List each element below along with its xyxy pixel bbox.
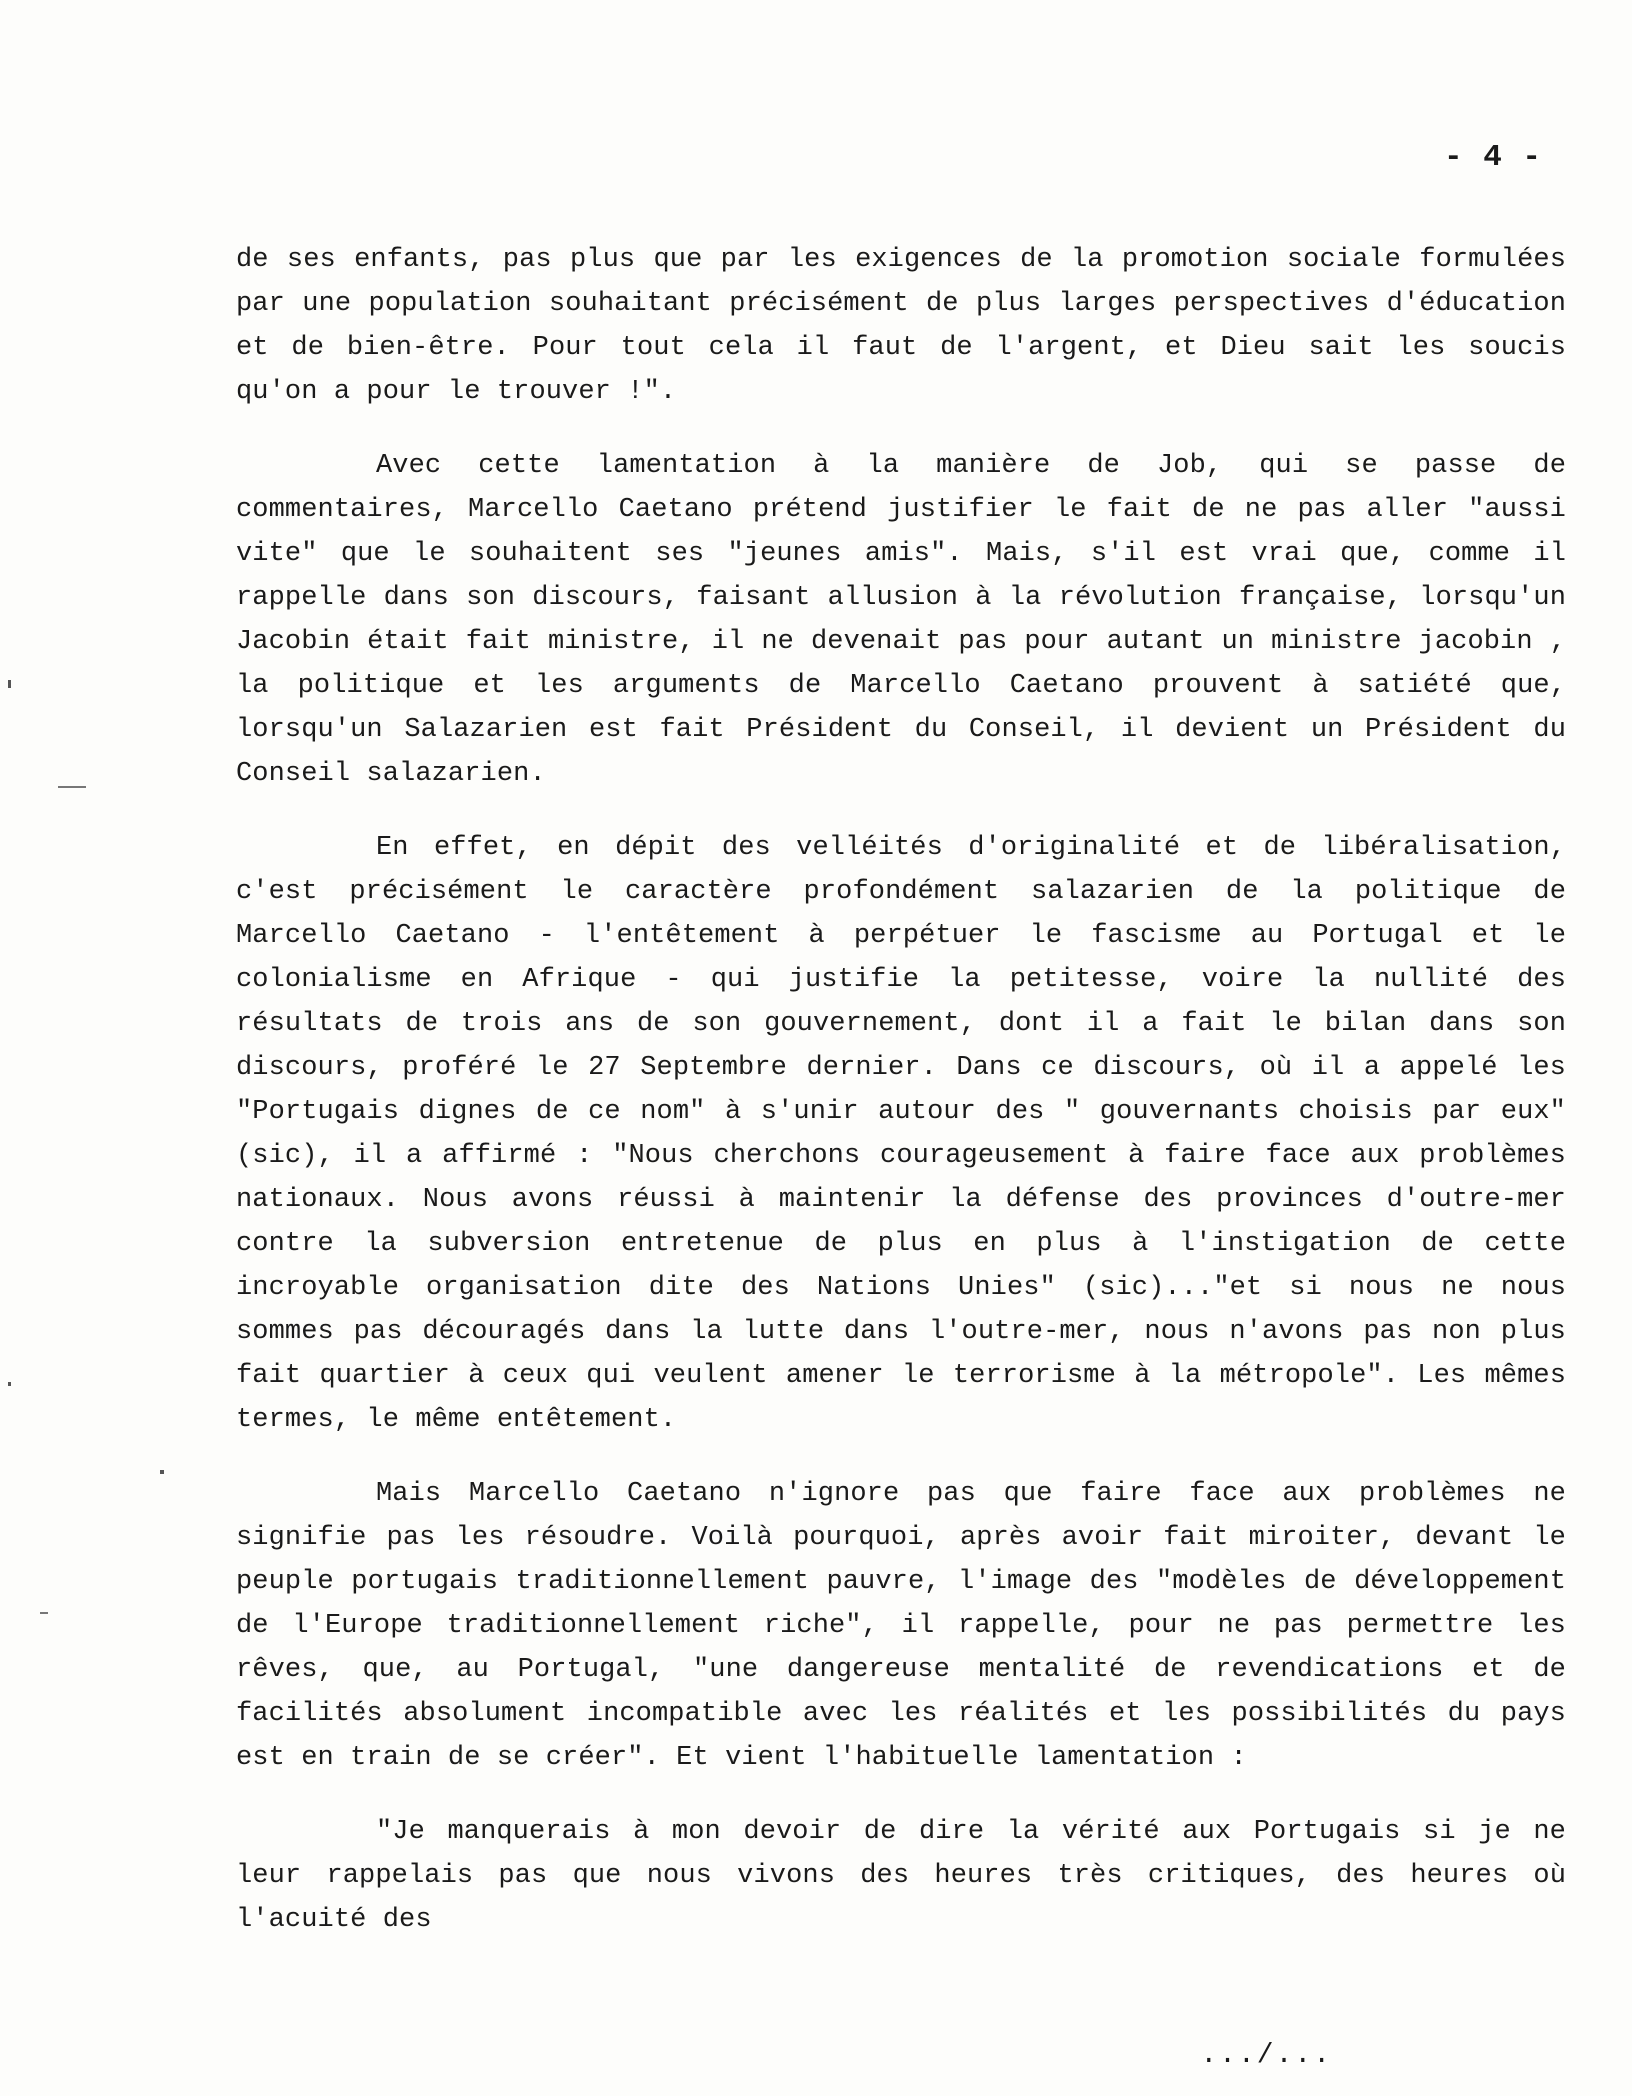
- margin-speck: [160, 1470, 164, 1474]
- paragraph-continued: de ses enfants, pas plus que par les exigences de la promotion sociale formulées par une population souhaitant précisément de plus larges perspectives d'éducation et de bien-être. Pour tout cela il faut de l'argent, et Dieu sait les soucis qu'on a pour le trouver !".: [236, 245, 1566, 407]
- paragraph-mais-marcello: Mais Marcello Caetano n'ignore pas que faire face aux problèmes ne signifie pas les résoudre. Voilà pourquoi, après avoir fait miroiter, devant le peuple portugais traditionnellement pauvre, l'image des "modèles de développement de l'Europe traditionnellement riche", il rappelle, pour ne pas permettre les rêves, que, au Portugal, "une dangereuse mentalité de revendications et de facilités absolument incompatible avec les réalités et les possibilités du pays est en train de se créer". Et vient l'habituelle lamentation :: [236, 1479, 1566, 1773]
- margin-speck: [8, 680, 11, 688]
- paragraph-quotation: "Je manquerais à mon devoir de dire la vérité aux Portugais si je ne leur rappelais pas que nous vivons des heures très critiques, des heures où l'acuité des: [236, 1817, 1566, 1935]
- paragraph-en-effet: En effet, en dépit des velléités d'originalité et de libéralisation, c'est précisément le caractère profondément salazarien de la politique de Marcello Caetano - l'entêtement à perpétuer le fascisme au Portugal et le colonialisme en Afrique - qui justifie la petitesse, voire la nullité des résultats de trois ans de son gouvernement, dont il a fait le bilan dans son discours, proféré le 27 Septembre dernier. Dans ce discours, où il a appelé les "Portugais dignes de ce nom" à s'unir autour des " gouvernants choisis par eux" (sic), il a affirmé : "Nous cherchons courageusement à faire face aux problèmes nationaux. Nous avons réussi à maintenir la défense des provinces d'outre-mer contre la subversion entretenue de plus en plus à l'instigation de cette incroyable organisation dite des Nations Unies" (sic)..."et si nous ne nous sommes pas découragés dans la lutte dans l'outre-mer, nous n'avons pas non plus fait quartier à ceux qui veulent amener le terrorisme à la métropole". Les mêmes termes, le même entêtement.: [236, 833, 1566, 1435]
- margin-speck: [8, 1382, 11, 1386]
- paragraph-lamentation-job: Avec cette lamentation à la manière de Job, qui se passe de commentaires, Marcello Caetano prétend justifier le fait de ne pas aller "aussi vite" que le souhaitent ses "jeunes amis". Mais, s'il est vrai que, comme il rappelle dans son discours, faisant allusion à la révolution française, lorsqu'un Jacobin était fait ministre, il ne devenait pas pour autant un ministre jacobin , la politique et les arguments de Marcello Caetano prouvent à satiété que, lorsqu'un Salazarien est fait Président du Conseil, il devient un Président du Conseil salazarien.: [236, 451, 1566, 789]
- document-body: [236, 238, 1566, 1972]
- page-number: - 4 -: [1443, 140, 1542, 175]
- margin-speck: [58, 786, 86, 788]
- margin-speck: [40, 1612, 48, 1614]
- continuation-mark: .../...: [1200, 2040, 1332, 2071]
